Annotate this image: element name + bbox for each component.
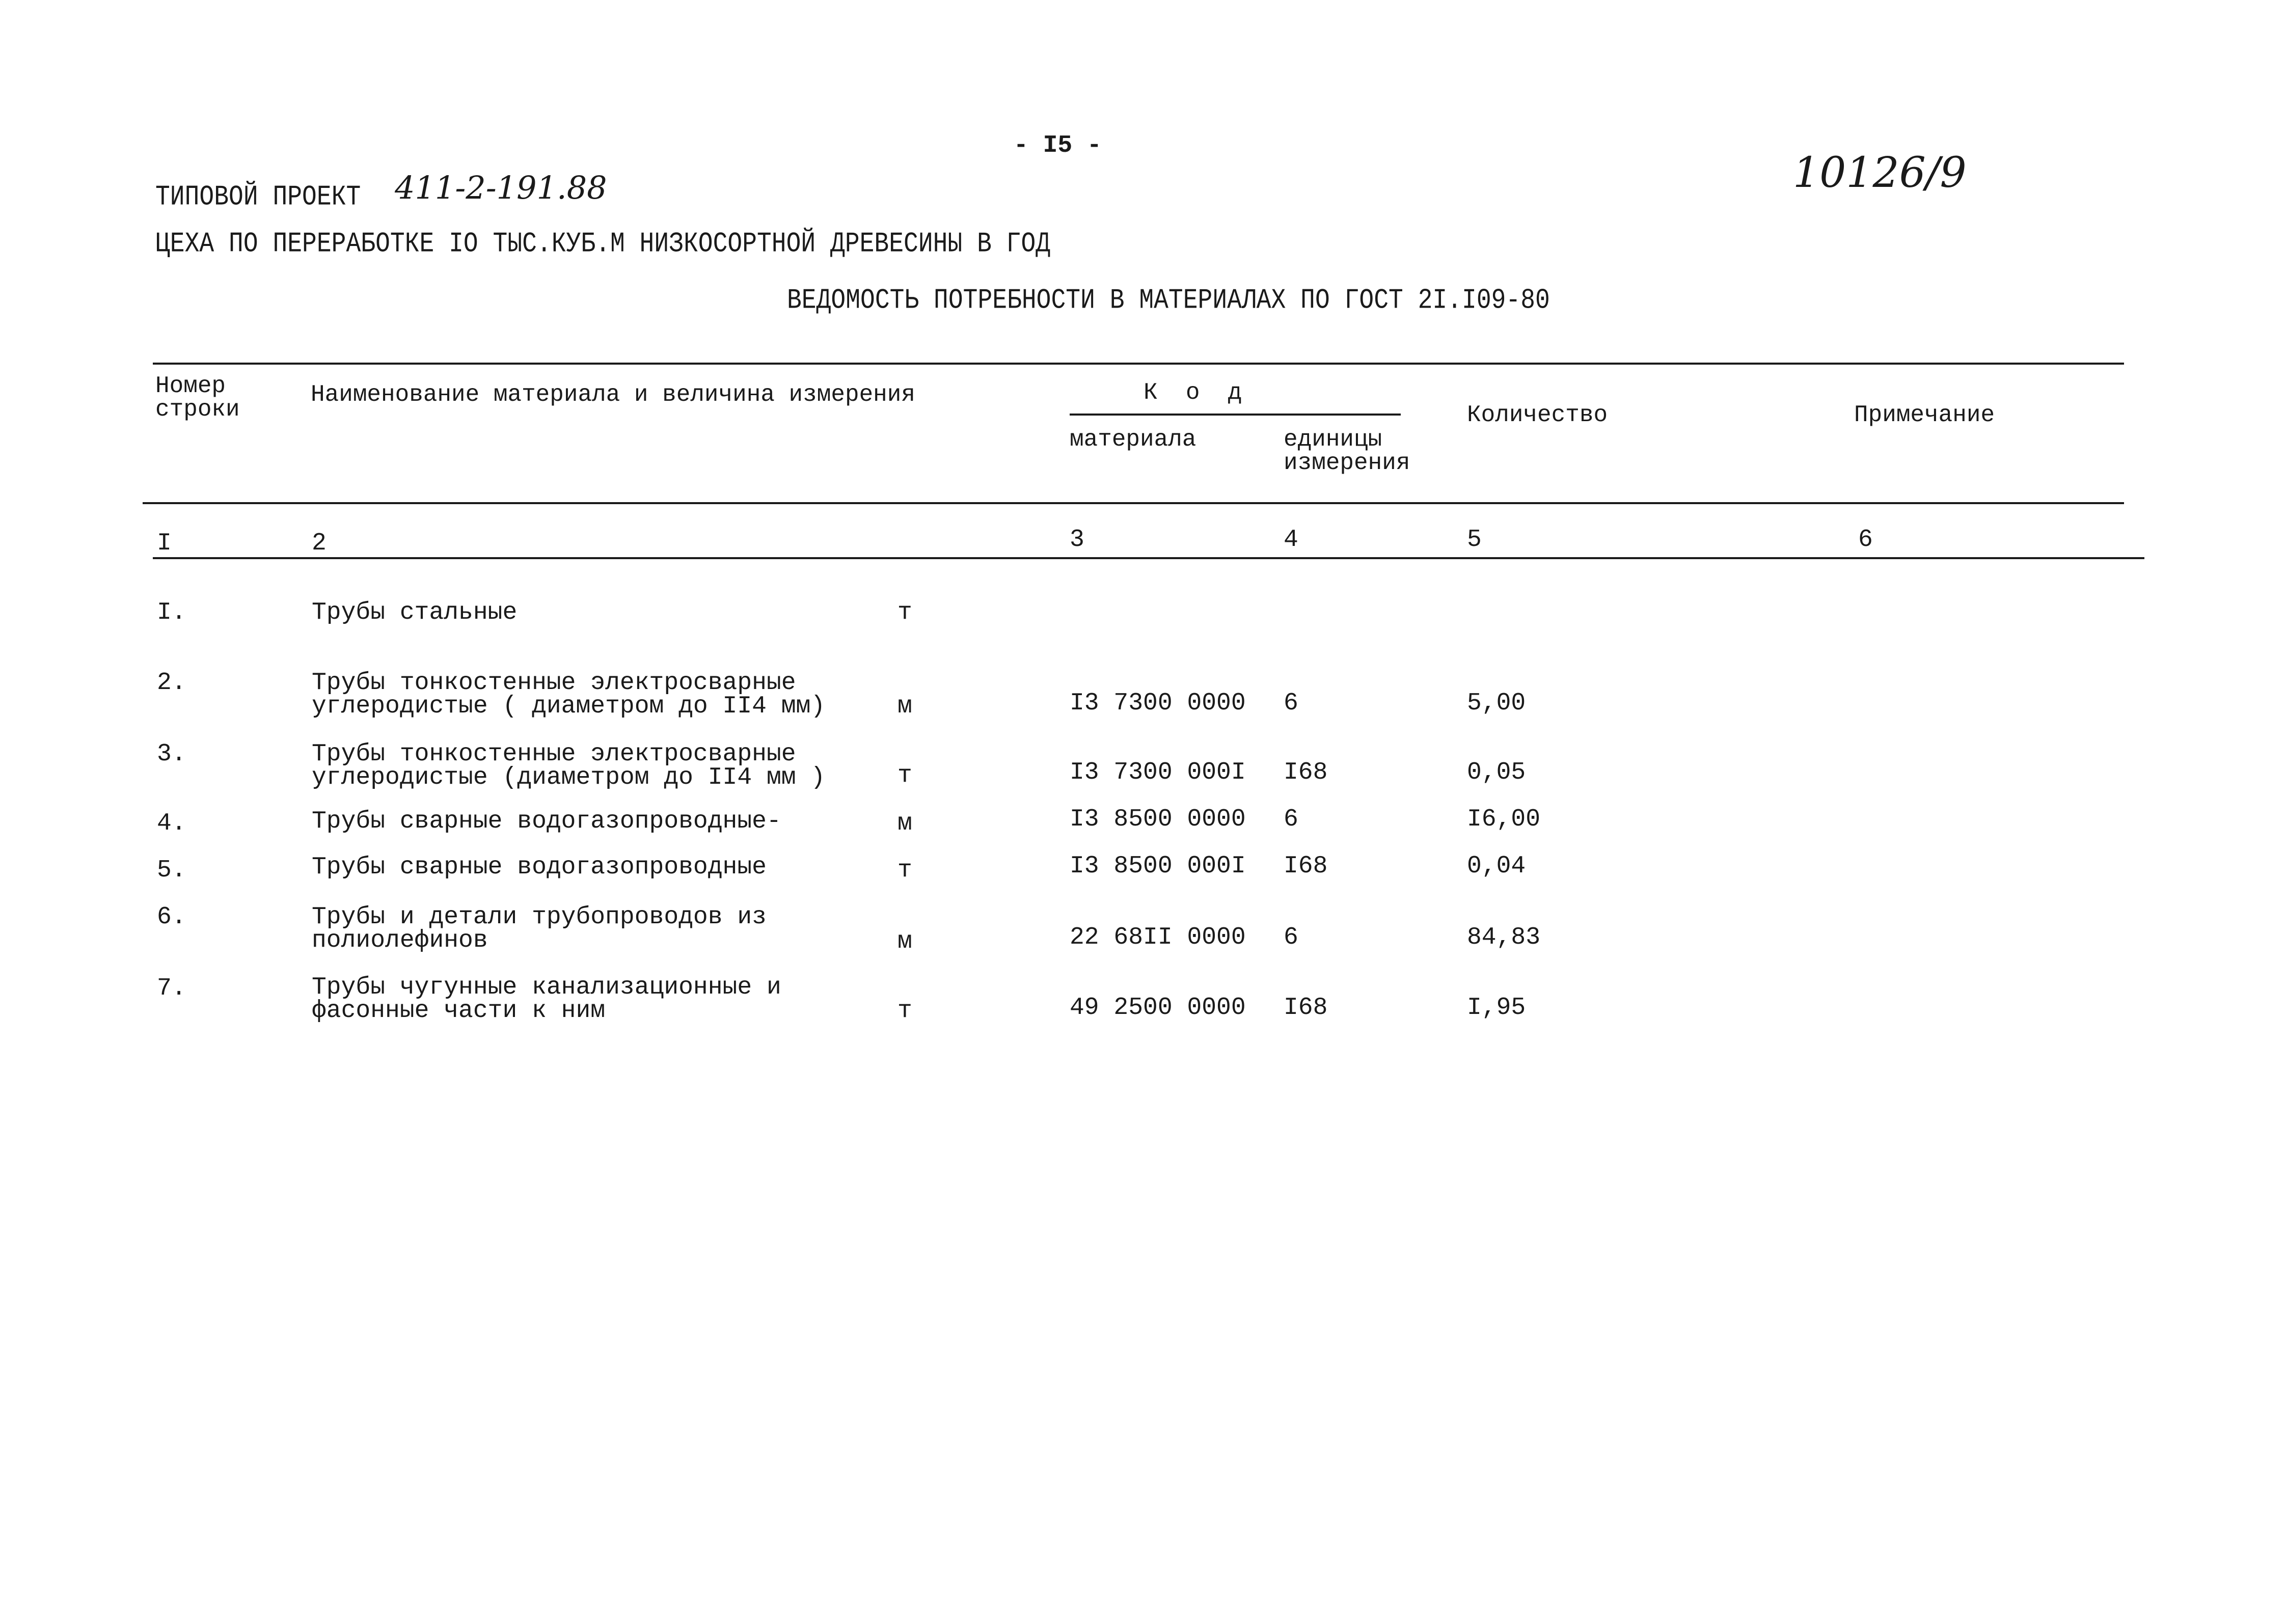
header-quantity: Количество: [1467, 402, 1608, 428]
row-number: 7.: [157, 975, 186, 1002]
material-code: 22 68II 0000: [1070, 924, 1246, 951]
row-number: 6.: [157, 903, 186, 931]
header-unit-code: единицы измерения: [1284, 426, 1410, 476]
material-code: I3 7300 0000: [1070, 690, 1246, 717]
material-name: Трубы тонкостенные электросварные углеродистые (диаметром до II4 мм ): [312, 740, 826, 791]
project-label: ТИПОВОЙ ПРОЕКТ: [155, 181, 361, 213]
row-number: 5.: [157, 857, 186, 884]
row-number: 3.: [157, 740, 186, 768]
material-name: Трубы стальные: [312, 599, 518, 626]
unit-code: I68: [1284, 994, 1328, 1022]
material-code: I3 8500 000I: [1070, 852, 1246, 880]
header-note: Примечание: [1854, 402, 1995, 428]
header-row-number: Номер строки: [155, 373, 240, 423]
column-number-4: 4: [1284, 526, 1298, 554]
code-divider-rule: [1070, 414, 1401, 416]
column-numbers-rule: [153, 557, 2144, 559]
unit: м: [897, 810, 912, 837]
document-title: ВЕДОМОСТЬ ПОТРЕБНОСТИ В МАТЕРИАЛАХ ПО ГОСТ 2I.I09-80: [787, 285, 1550, 317]
quantity: I6,00: [1467, 806, 1541, 833]
material-code: 49 2500 0000: [1070, 994, 1246, 1022]
row-number: 2.: [157, 669, 186, 697]
unit-code: 6: [1284, 806, 1298, 833]
row-number: 4.: [157, 810, 186, 837]
subtitle: ЦЕХА ПО ПЕРЕРАБОТКЕ IO ТЫС.КУБ.М НИЗКОСОРТНОЙ ДРЕВЕСИНЫ В ГОД: [155, 228, 1051, 260]
quantity: I,95: [1467, 994, 1526, 1022]
material-name: Трубы сварные водогазопроводные-: [312, 808, 781, 835]
quantity: 84,83: [1467, 924, 1541, 951]
unit-code: I68: [1284, 852, 1328, 880]
quantity: 0,04: [1467, 852, 1526, 880]
unit: т: [897, 599, 912, 626]
page-number: - I5 -: [1014, 132, 1102, 159]
material-name: Трубы сварные водогазопроводные: [312, 854, 767, 881]
material-name: Трубы и детали трубопроводов из полиолефинов: [312, 903, 767, 954]
unit: м: [897, 928, 912, 955]
archive-number: 10126/9: [1793, 149, 1967, 197]
table-top-rule: [153, 363, 2124, 365]
column-number-2: 2: [312, 530, 326, 557]
unit: т: [897, 762, 912, 789]
unit: т: [897, 857, 912, 884]
unit-code: 6: [1284, 924, 1298, 951]
column-number-5: 5: [1467, 526, 1482, 554]
row-number: I.: [157, 599, 186, 626]
unit-code: I68: [1284, 759, 1328, 786]
material-code: I3 7300 000I: [1070, 759, 1246, 786]
unit: м: [897, 693, 912, 720]
column-number-1: I: [157, 530, 172, 557]
quantity: 5,00: [1467, 690, 1526, 717]
material-name: Трубы чугунные канализационные и фасонные части к ним: [312, 974, 781, 1025]
column-number-6: 6: [1858, 526, 1873, 554]
column-number-3: 3: [1070, 526, 1084, 554]
header-bottom-rule: [143, 502, 2124, 504]
unit: т: [897, 997, 912, 1025]
unit-code: 6: [1284, 690, 1298, 717]
material-code: I3 8500 0000: [1070, 806, 1246, 833]
header-material-code: материала: [1070, 426, 1196, 453]
material-name: Трубы тонкостенные электросварные углеродистые ( диаметром до II4 мм): [312, 669, 826, 720]
project-number: 411-2-191.88: [395, 169, 607, 206]
quantity: 0,05: [1467, 759, 1526, 786]
header-code: К о д: [1144, 379, 1242, 406]
header-material-name: Наименование материала и величина измерения: [311, 381, 915, 408]
